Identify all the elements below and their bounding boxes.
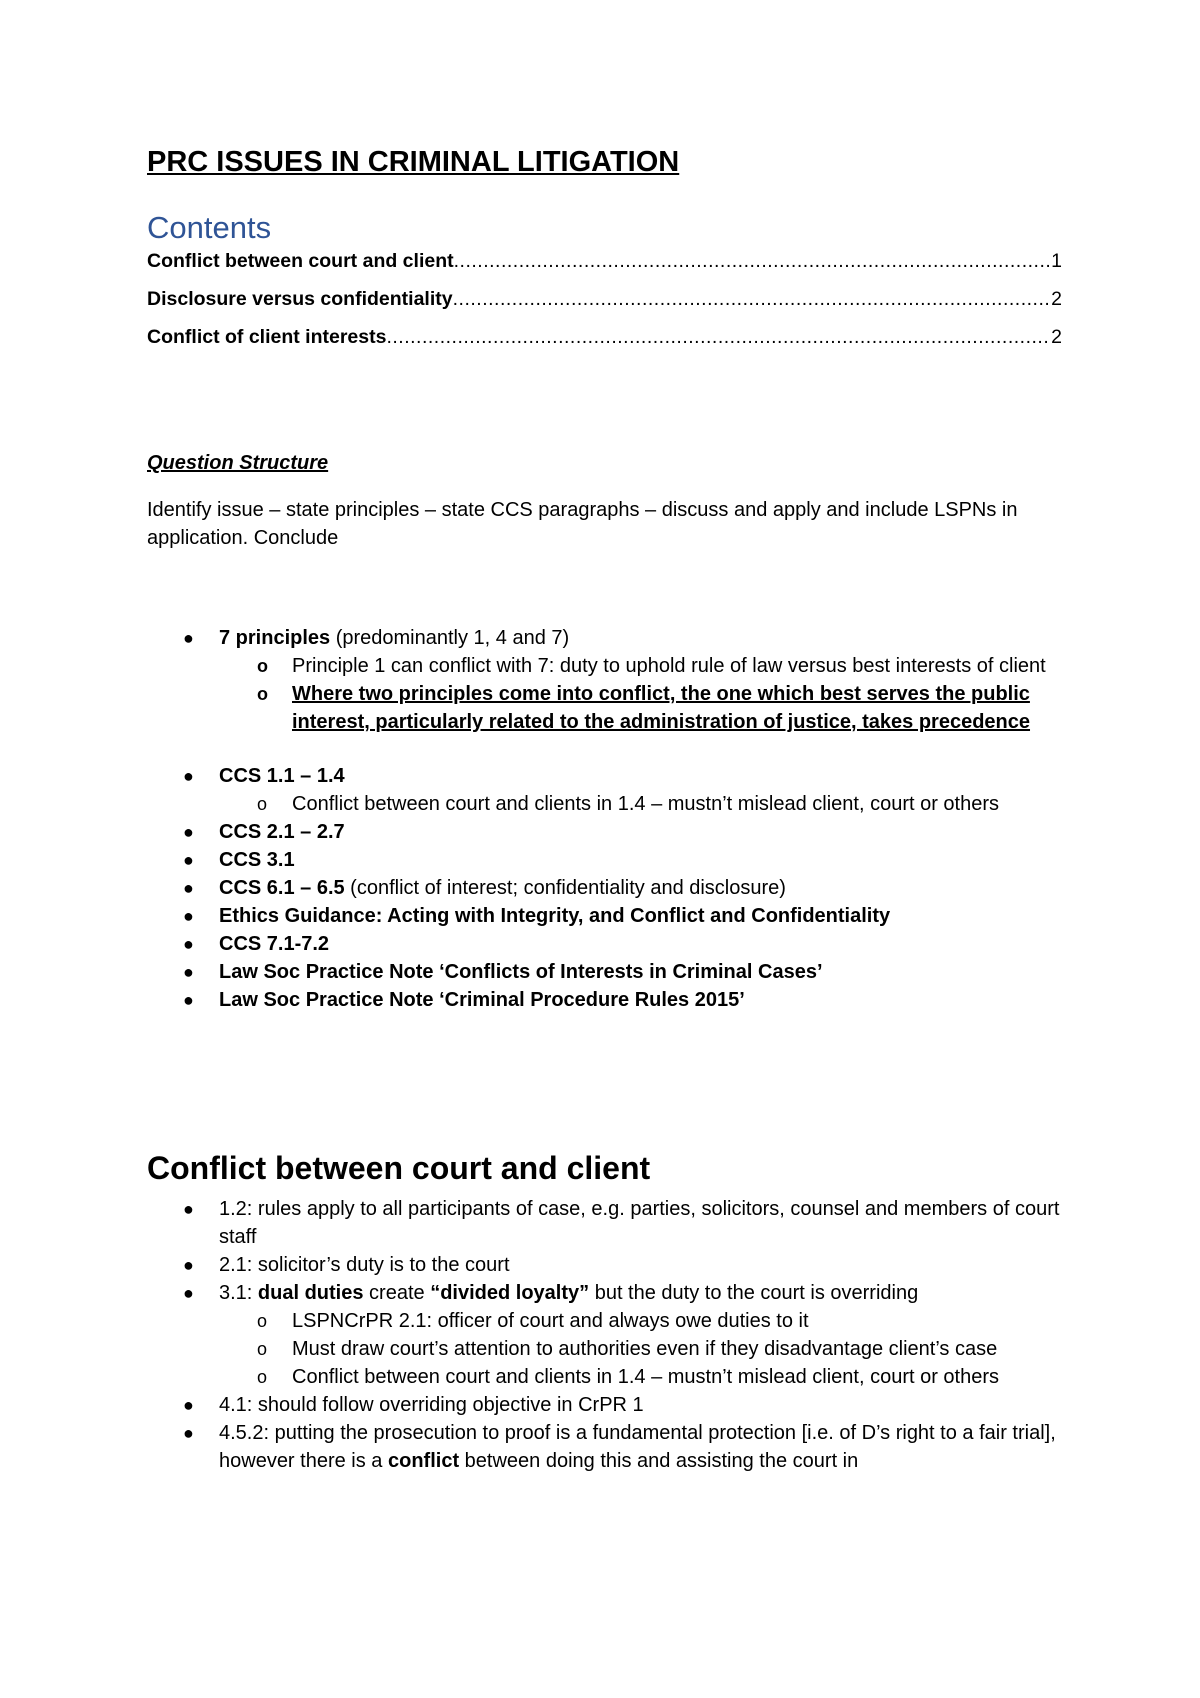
bullet-icon: ●	[183, 766, 194, 786]
sub-list-item	[147, 1307, 1062, 1335]
list-item-bold: dual duties	[257, 1282, 364, 1304]
sub-bullet-icon: o	[257, 794, 268, 814]
list-item-bold: CCS 6.1 – 6.5	[219, 877, 345, 899]
list-item-text: 3.1:	[219, 1282, 258, 1304]
list-item	[147, 762, 1062, 790]
sub-list-item-text: Where two principles come into conflict, the one which best serves the public interest, particularly related to the administration of justice, takes precedence	[292, 683, 1031, 733]
bullet-icon: ●	[183, 850, 194, 870]
list-item-text: 4.5.2: putting the prosecution to proof is a fundamental protection [i.e. of D’s right to a fair trial], however there is a	[219, 1422, 1056, 1472]
bullet-icon: ●	[183, 1255, 194, 1275]
section-list	[147, 1195, 1062, 1475]
list-item-text: Law Soc Practice Note ‘Criminal Procedure Rules 2015’	[219, 989, 745, 1011]
list-item-text: but the duty to the court is overriding	[589, 1282, 919, 1304]
list-item-bold: conflict	[387, 1450, 460, 1472]
sub-bullet-icon: o	[257, 684, 268, 704]
sub-list-item	[147, 790, 1062, 818]
bullet-icon: ●	[183, 1283, 194, 1303]
bullet-icon: ●	[183, 934, 194, 954]
contents-heading: Contents	[147, 210, 272, 245]
document-title: PRC ISSUES IN CRIMINAL LITIGATION	[147, 146, 680, 178]
list-item-text: Law Soc Practice Note ‘Conflicts of Interests in Criminal Cases’	[219, 961, 823, 983]
list-item-text: CCS 3.1	[219, 849, 295, 871]
toc-entry-page[interactable]: 1	[1051, 250, 1062, 272]
toc-leader-dots	[454, 250, 1050, 273]
list-item-bold: 7 principles	[219, 627, 331, 649]
list-item-text: (conflict of interest; confidentiality and disclosure)	[344, 877, 786, 899]
list-item	[147, 846, 1062, 874]
spacer	[147, 736, 1062, 762]
bullet-icon: ●	[183, 1199, 194, 1219]
list-item	[147, 1391, 1062, 1419]
toc-entry-label[interactable]: Disclosure versus confidentiality	[147, 288, 453, 310]
list-item	[147, 1279, 1062, 1307]
list-item	[147, 902, 1062, 930]
list-item-text: (predominantly 1, 4 and 7)	[330, 627, 570, 649]
bullet-icon: ●	[183, 1395, 194, 1415]
sub-list-item-text: Must draw court’s attention to authorities even if they disadvantage client’s case	[292, 1338, 998, 1360]
sub-list-item-text: Conflict between court and clients in 1.4 – mustn’t mislead client, court or others	[292, 793, 1000, 815]
list-item	[147, 874, 1062, 902]
list-item-text: between doing this and assisting the court in	[459, 1450, 859, 1472]
table-of-contents	[147, 250, 1062, 364]
list-item-bold: “divided loyalty”	[430, 1282, 590, 1304]
list-item	[147, 1419, 1062, 1475]
toc-entry-page[interactable]: 2	[1051, 288, 1062, 310]
toc-leader-dots	[386, 326, 1049, 349]
list-item-text: 4.1: should follow overriding objective in CrPR 1	[219, 1394, 644, 1416]
list-item	[147, 1251, 1062, 1279]
question-structure-text: Identify issue – state principles – state CCS paragraphs – discuss and apply and include LSPNs in application. Conclude	[147, 499, 1018, 549]
bullet-icon: ●	[183, 1423, 194, 1443]
list-item-text: 2.1: solicitor’s duty is to the court	[219, 1254, 510, 1276]
section-heading: Conflict between court and client	[147, 1150, 651, 1186]
list-item	[147, 930, 1062, 958]
sub-list-item	[147, 652, 1062, 680]
sub-list-item	[147, 1363, 1062, 1391]
bullet-icon: ●	[183, 878, 194, 898]
toc-entry-label[interactable]: Conflict between court and client	[147, 250, 454, 272]
list-item	[147, 958, 1062, 986]
bullet-icon: ●	[183, 628, 194, 648]
principles-list	[147, 624, 1062, 1014]
list-item-text: CCS 1.1 – 1.4	[219, 765, 345, 787]
toc-entry[interactable]	[147, 326, 1062, 364]
list-item-text: Ethics Guidance: Acting with Integrity, and Conflict and Confidentiality	[219, 905, 891, 927]
sub-bullet-icon: o	[257, 656, 268, 676]
toc-leader-dots	[453, 288, 1050, 311]
sub-list-item-text: Conflict between court and clients in 1.4 – mustn’t mislead client, court or others	[292, 1366, 1000, 1388]
sub-list-item-text: Principle 1 can conflict with 7: duty to uphold rule of law versus best interests of client	[292, 655, 1046, 677]
sub-bullet-icon: o	[257, 1311, 268, 1331]
bullet-icon: ●	[183, 962, 194, 982]
bullet-icon: ●	[183, 822, 194, 842]
list-item	[147, 1195, 1062, 1251]
toc-entry[interactable]	[147, 250, 1062, 288]
toc-entry[interactable]	[147, 288, 1062, 326]
bullet-icon: ●	[183, 990, 194, 1010]
list-item-text: 1.2: rules apply to all participants of case, e.g. parties, solicitors, counsel and members of court staff	[219, 1198, 1060, 1248]
toc-entry-label[interactable]: Conflict of client interests	[147, 326, 387, 348]
list-item	[147, 986, 1062, 1014]
toc-entry-page[interactable]: 2	[1051, 326, 1062, 348]
list-item-text: CCS 7.1-7.2	[219, 933, 330, 955]
question-structure-heading: Question Structure	[147, 452, 329, 474]
list-item	[147, 818, 1062, 846]
sub-list-item	[147, 680, 1062, 736]
sub-bullet-icon: o	[257, 1367, 268, 1387]
sub-bullet-icon: o	[257, 1339, 268, 1359]
list-item-text: CCS 2.1 – 2.7	[219, 821, 345, 843]
sub-list-item-text: LSPNCrPR 2.1: officer of court and always owe duties to it	[292, 1310, 809, 1332]
list-item	[147, 624, 1062, 652]
sub-list-item	[147, 1335, 1062, 1363]
bullet-icon: ●	[183, 906, 194, 926]
list-item-text: create	[363, 1282, 431, 1304]
